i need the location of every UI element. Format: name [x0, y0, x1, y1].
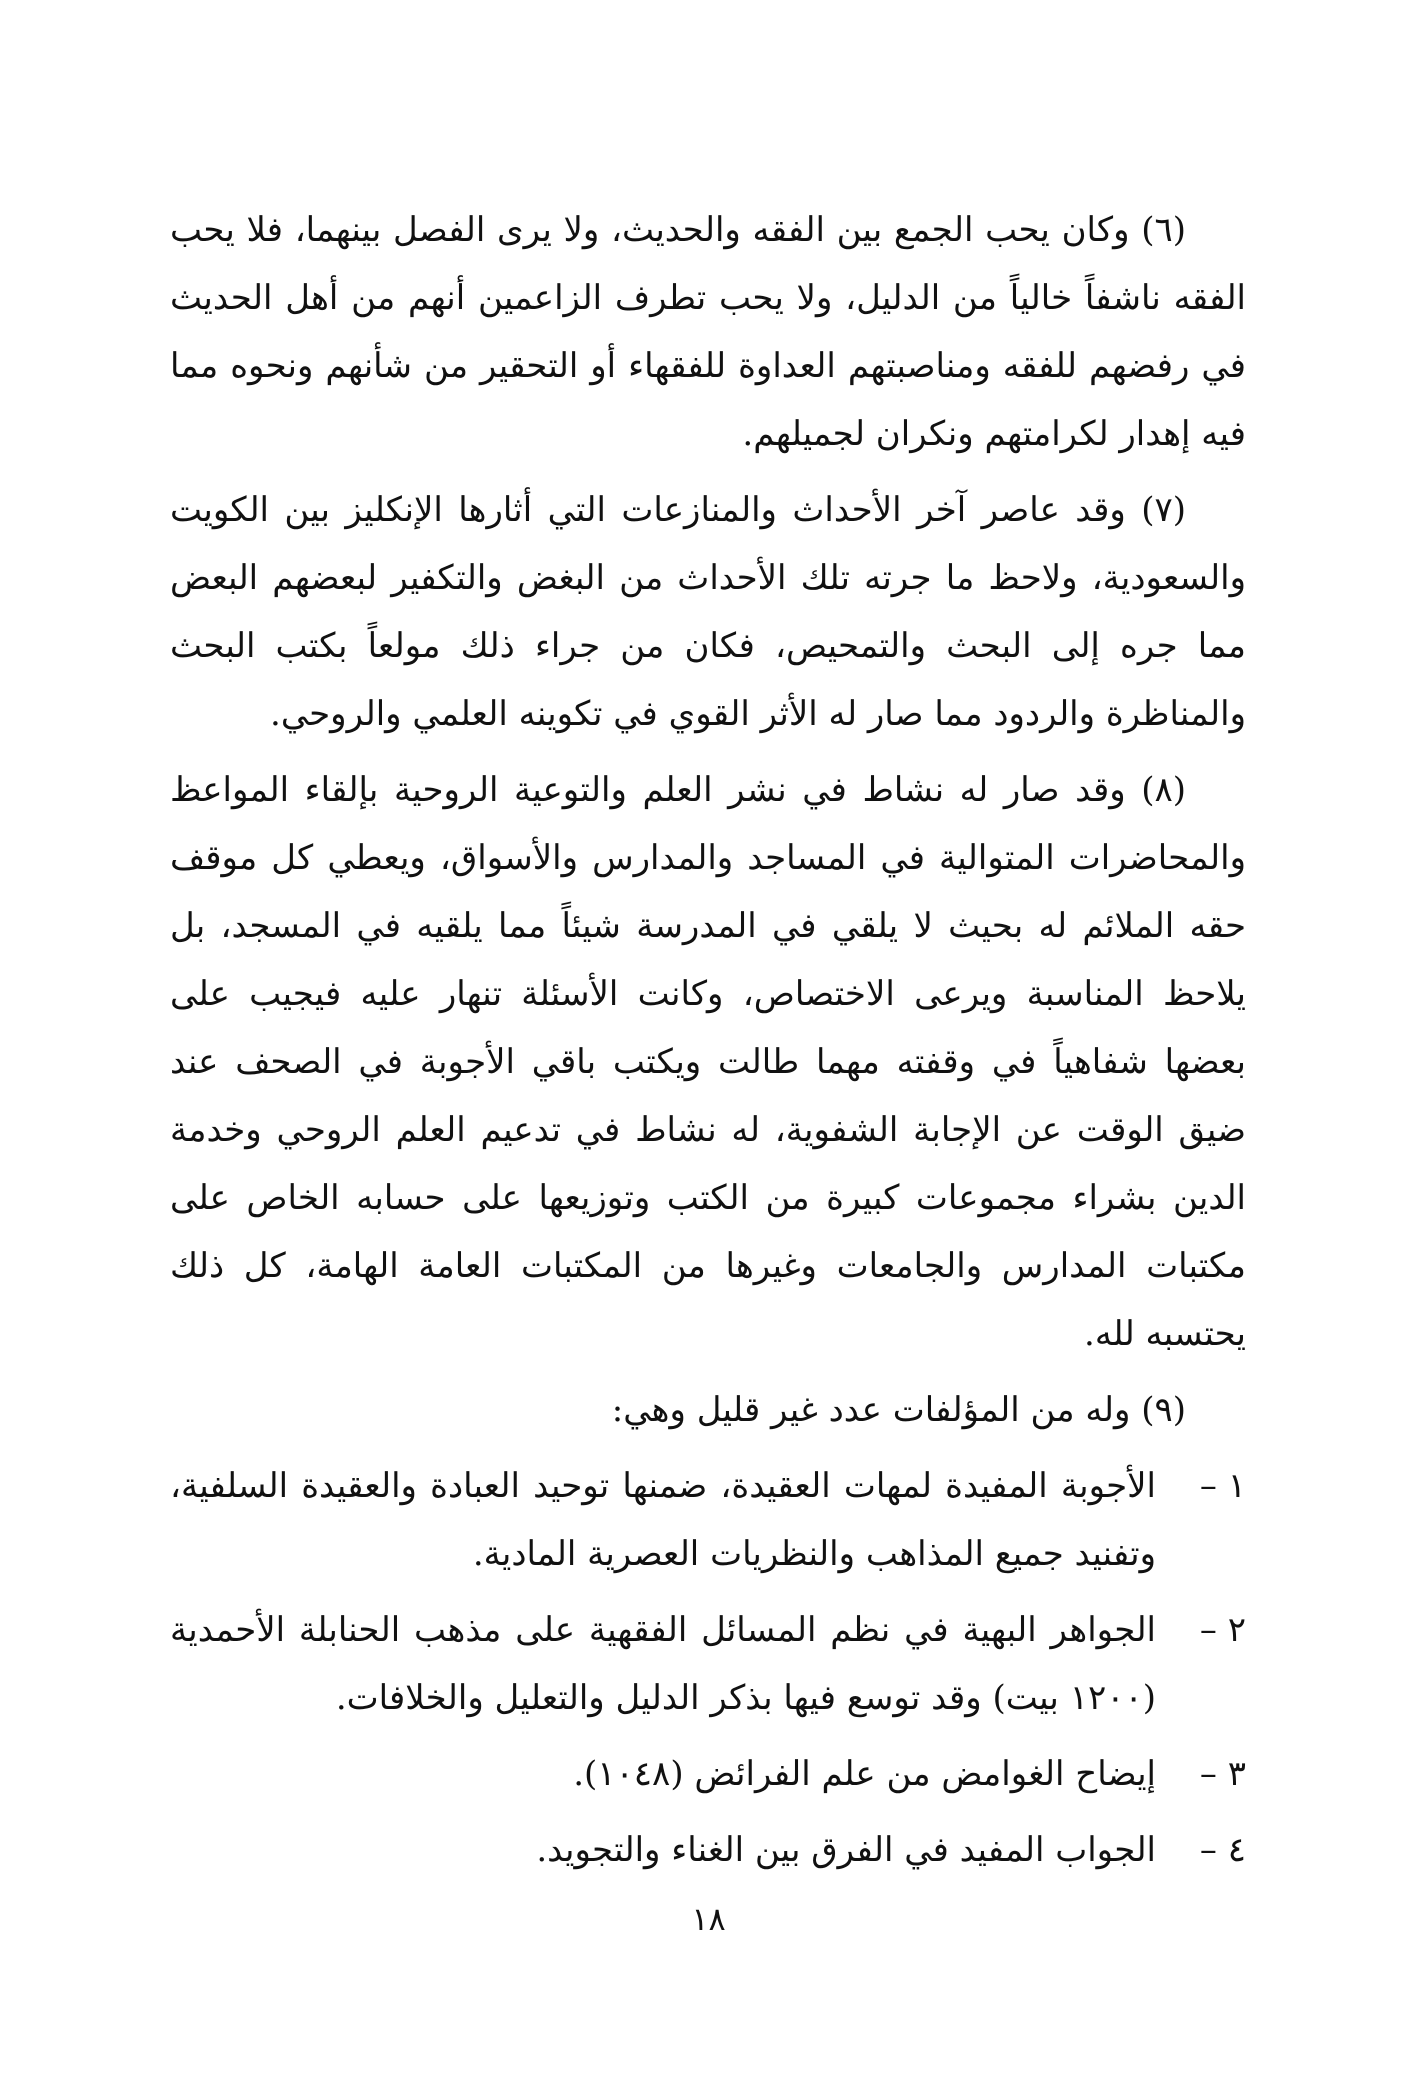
list-item-number: ١ – [1199, 1466, 1246, 1506]
list-item-number: ٤ – [1199, 1830, 1246, 1870]
list-item-text: الجواهر البهية في نظم المسائل الفقهية على مذهب الحنابلة الأحمدية (١٢٠٠ بيت) وقد توسع فيها بذكر الدليل والتعليل والخلافات. [170, 1610, 1156, 1718]
list-item-number: ٣ – [1199, 1754, 1246, 1794]
paragraph-6: (٦) وكان يحب الجمع بين الفقه والحديث، ولا يرى الفصل بينهما، فلا يحب الفقه ناشفاً خالياً من الدليل، ولا يحب تطرف الزاعمين أنهم من أهل الحديث في رفضهم للفقه ومناصبتهم العداوة للفقهاء أو التحقير من شأنهم ونحوه مما فيه إهدار لكرامتهم ونكران لجميلهم. [170, 210, 1246, 454]
list-item [170, 1452, 1246, 1588]
list-item [170, 1740, 1246, 1808]
list-item [170, 1596, 1246, 1732]
list-item-number: ٢ – [1199, 1610, 1246, 1650]
page-body [170, 196, 1246, 1884]
list-item-text: الجواب المفيد في الفرق بين الغناء والتجويد. [536, 1830, 1156, 1870]
page-number: ١٨ [691, 1900, 726, 1938]
paragraph-8: (٨) وقد صار له نشاط في نشر العلم والتوعية الروحية بإلقاء المواعظ والمحاضرات المتوالية في المساجد والمدارس والأسواق، ويعطي كل موقف حقه الملائم له بحيث لا يلقي في المدرسة شيئاً مما يلقيه في المسجد، بل يلاحظ المناسبة ويرعى الاختصاص، وكانت الأسئلة تنهار عليه فيجيب على بعضها شفاهياً في وقفته مهما طالت ويكتب باقي الأجوبة في الصحف عند ضيق الوقت عن الإجابة الشفوية، له نشاط في تدعيم العلم الروحي وخدمة الدين بشراء مجموعات كبيرة من الكتب وتوزيعها على حسابه الخاص على مكتبات المدارس والجامعات وغيرها من المكتبات العامة الهامة، كل ذلك يحتسبه لله. [170, 770, 1246, 1354]
list-item-text: الأجوبة المفيدة لمهات العقيدة، ضمنها توحيد العبادة والعقيدة السلفية، وتفنيد جميع المذاهب والنظريات العصرية المادية. [170, 1466, 1156, 1574]
list-item-text: إيضاح الغوامض من علم الفرائض (١٠٤٨). [573, 1754, 1156, 1794]
list-item [170, 1816, 1246, 1884]
paragraph-7: (٧) وقد عاصر آخر الأحداث والمنازعات التي أثارها الإنكليز بين الكويت والسعودية، ولاحظ ما جرته تلك الأحداث من البغض والتكفير لبعضهم البعض مما جره إلى البحث والتمحيص، فكان من جراء ذلك مولعاً بكتب البحث والمناظرة والردود مما صار له الأثر القوي في تكوينه العلمي والروحي. [170, 490, 1246, 734]
works-list [170, 1452, 1246, 1884]
works-intro: (٩) وله من المؤلفات عدد غير قليل وهي: [611, 1390, 1186, 1430]
